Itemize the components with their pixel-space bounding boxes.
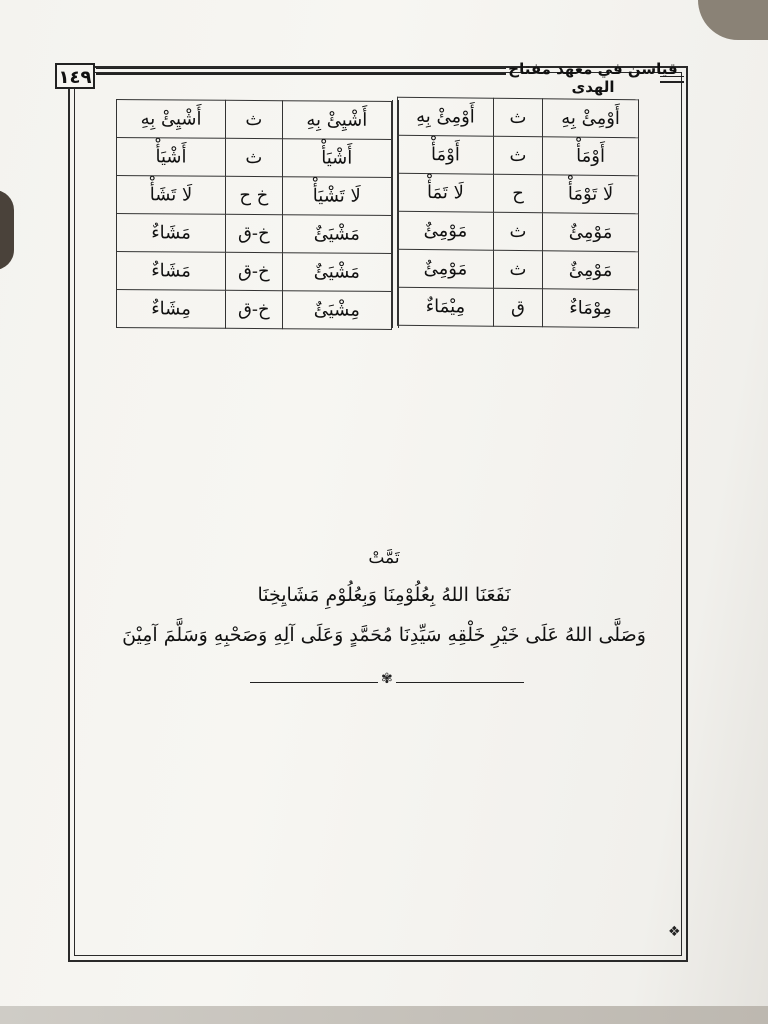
flower-icon: ✾ bbox=[381, 671, 393, 687]
word-cell: لَا تَمَأْ bbox=[398, 173, 494, 212]
rule-code-cell: ث bbox=[493, 98, 542, 137]
table-row bbox=[117, 176, 392, 216]
table-row bbox=[398, 287, 639, 328]
conjugation-table-left bbox=[116, 99, 392, 330]
word-cell: أَوْمَأْ bbox=[398, 135, 494, 174]
rule-code-cell: ث bbox=[493, 136, 542, 175]
table-row bbox=[398, 135, 639, 176]
rule-code-cell: ث bbox=[493, 250, 542, 289]
table-row bbox=[398, 249, 639, 290]
rule-code-cell: ث bbox=[493, 212, 542, 251]
rule-code-cell: خ-ق bbox=[226, 214, 283, 252]
word-cell: مِوْمَاءٌ bbox=[543, 289, 639, 328]
closing-prayer-line-2: وَصَلَّى اللهُ عَلَى خَيْرِ خَلْقِهِ سَيِّدِنَا مُحَمَّدٍ وَعَلَى آلِهِ وَصَحْبِهِ وَسَلَّمَ آمِيْنَ bbox=[122, 624, 646, 646]
closing-prayer-line-1: نَفَعَنَا اللهُ بِعُلُوْمِنَا وَبِعُلُوْمِ مَشَايِخِنَا bbox=[257, 584, 511, 606]
table-divider bbox=[392, 100, 399, 328]
word-cell: أَوْمِئْ بِهِ bbox=[543, 99, 639, 138]
conjugation-table-right bbox=[397, 97, 639, 329]
table-row bbox=[117, 214, 392, 254]
table-row bbox=[398, 97, 639, 138]
word-cell: مَوْمِئٌ bbox=[398, 211, 494, 250]
word-cell: مِيْمَاءٌ bbox=[398, 287, 494, 326]
page-number: ١٤٩ bbox=[55, 63, 95, 89]
rule-code-cell: ق bbox=[493, 288, 542, 327]
rule-code-cell: خ-ق bbox=[226, 252, 283, 290]
ornament-rule-right bbox=[396, 682, 524, 683]
table-row bbox=[117, 138, 392, 178]
rule-code-cell: ث bbox=[226, 138, 283, 176]
table-row bbox=[117, 100, 392, 140]
word-cell: مَوْمِئٌ bbox=[543, 213, 639, 252]
table-row bbox=[398, 173, 639, 214]
word-cell: لَا تَوْمَأْ bbox=[543, 175, 639, 214]
word-cell: مَشْيَئٌ bbox=[282, 253, 391, 292]
rule-code-cell: خ-ق bbox=[226, 290, 283, 328]
word-cell: أَشْيِئْ بِهِ bbox=[282, 101, 391, 140]
table-row bbox=[117, 290, 392, 330]
rule-code-cell: خ ح bbox=[226, 176, 283, 214]
header-rule bbox=[96, 68, 506, 75]
table-row bbox=[117, 252, 392, 292]
word-cell: مَشَاءٌ bbox=[117, 214, 226, 253]
word-cell: مَشْيَئٌ bbox=[282, 215, 391, 254]
word-cell: لَا تَشْيَأْ bbox=[282, 177, 391, 216]
closing-ornament bbox=[250, 671, 524, 688]
table-row bbox=[398, 211, 639, 252]
word-cell: مَشَاءٌ bbox=[117, 252, 226, 291]
word-cell: أَشْيَأْ bbox=[117, 138, 226, 177]
background-edge-bottom bbox=[0, 1006, 768, 1024]
word-cell: لَا تَشَأْ bbox=[117, 176, 226, 215]
word-cell: مِشْيَئٌ bbox=[282, 291, 391, 330]
word-cell: مِشَاءٌ bbox=[117, 290, 226, 329]
rule-code-cell: ح bbox=[493, 174, 542, 213]
word-cell: أَوْمَأْ bbox=[543, 137, 639, 176]
corner-ornament-icon: ❖ bbox=[668, 924, 681, 940]
word-cell: مَوْمِئٌ bbox=[543, 251, 639, 290]
word-cell: مَوْمِئٌ bbox=[398, 249, 494, 288]
thumb-shadow bbox=[0, 190, 14, 270]
word-cell: أَشْيِئْ بِهِ bbox=[117, 100, 226, 139]
ornament-rule-left bbox=[250, 682, 378, 683]
running-title: قياسن في معهد مفتاح الهدى bbox=[508, 60, 678, 96]
word-cell: أَشْيَأْ bbox=[282, 139, 391, 178]
closing-title: تَمَّتْ bbox=[368, 548, 400, 568]
word-cell: أَوْمِئْ بِهِ bbox=[398, 97, 494, 136]
rule-code-cell: ث bbox=[226, 100, 283, 138]
